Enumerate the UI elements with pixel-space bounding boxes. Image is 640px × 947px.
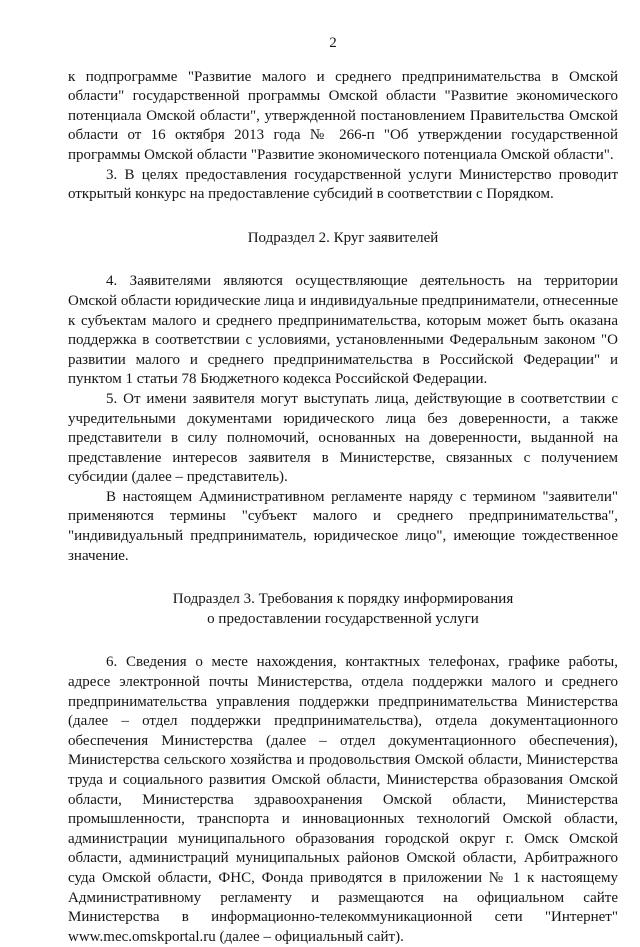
paragraph-6: 6. Сведения о месте нахождения, контактных телефонах, графике работы, адресе электронной почты Министерства, отдела поддержки малого и среднего предпринимательства управления поддержки предпринимательства Министерства (далее – отдел поддержки предпринимательства), отдела документационного обеспечения Министерства (далее – отдел документационного обеспечения), Министерства сельского хозяйства и продовольствия Омской области, Министерства труда и социального развития Омской области, Министерства образования Омской области, Министерства здравоохранения Омской области, Министерства промышленности, транспорта и инновационных технологий Омской области, администрации муниципального образования городской округ г. Омск Омской области, администраций муниципальных районов Омской области, Арбитражного суда Омской области, ФНС, Фонда приводятся в приложении № 1 к настоящему Административному регламенту и размещаются на официальном сайте Министерства в информационно-телекоммуникационной сети "Интернет" www.mec.omskportal.ru (далее – официальный сайт).: [68, 654, 618, 945]
subsection-3-title-line1: Подраздел 3. Требования к порядку информирования: [172, 591, 514, 608]
paragraph-5: 5. От имени заявителя могут выступать лица, действующие в соответствии с учредительными документами юридического лица без доверенности, а также представители в силу полномочий, основанных на доверенности, выданной на представление интересов заявителя в Министерстве, связанных с получением субсидии (далее – представитель).: [68, 390, 618, 486]
paragraph-3: 3. В целях предоставления государственной услуги Министерство проводит открытый конкурс на предоставление субсидий в соответствии с Порядком.: [68, 166, 618, 203]
subsection-3-title-line2: о предоставлении государственной услуги: [207, 610, 479, 627]
paragraph-terms: В настоящем Административном регламенте наряду с термином "заявители" применяются термины "субъект малого и среднего предпринимательства", "индивидуальный предприниматель, юридическое лицо", имеющие тождественное значение.: [68, 488, 618, 564]
page-number: 2: [329, 35, 337, 51]
subsection-2-title: Подраздел 2. Круг заявителей: [247, 229, 439, 246]
intro-paragraph: к подпрограмме "Развитие малого и среднего предпринимательства в Омской области" государственной программы Омской области "Развитие экономического потенциала Омской области", утвержденной постановлением Правительства Омской области от 16 октября 2013 года № 266-п "Об утверждении государственной программы Омской области "Развитие экономического потенциала Омской области".: [68, 68, 618, 163]
paragraph-4: 4. Заявителями являются осуществляющие деятельность на территории Омской области юридические лица и индивидуальные предприниматели, отнесенные к субъектам малого и среднего предпринимательства, которым может быть оказана поддержка в соответствии с условиями, установленными Федеральным законом "О развитии малого и среднего предпринимательства в Российской Федерации" и пунктом 1 статьи 78 Бюджетного кодекса Российской Федерации.: [68, 273, 618, 388]
